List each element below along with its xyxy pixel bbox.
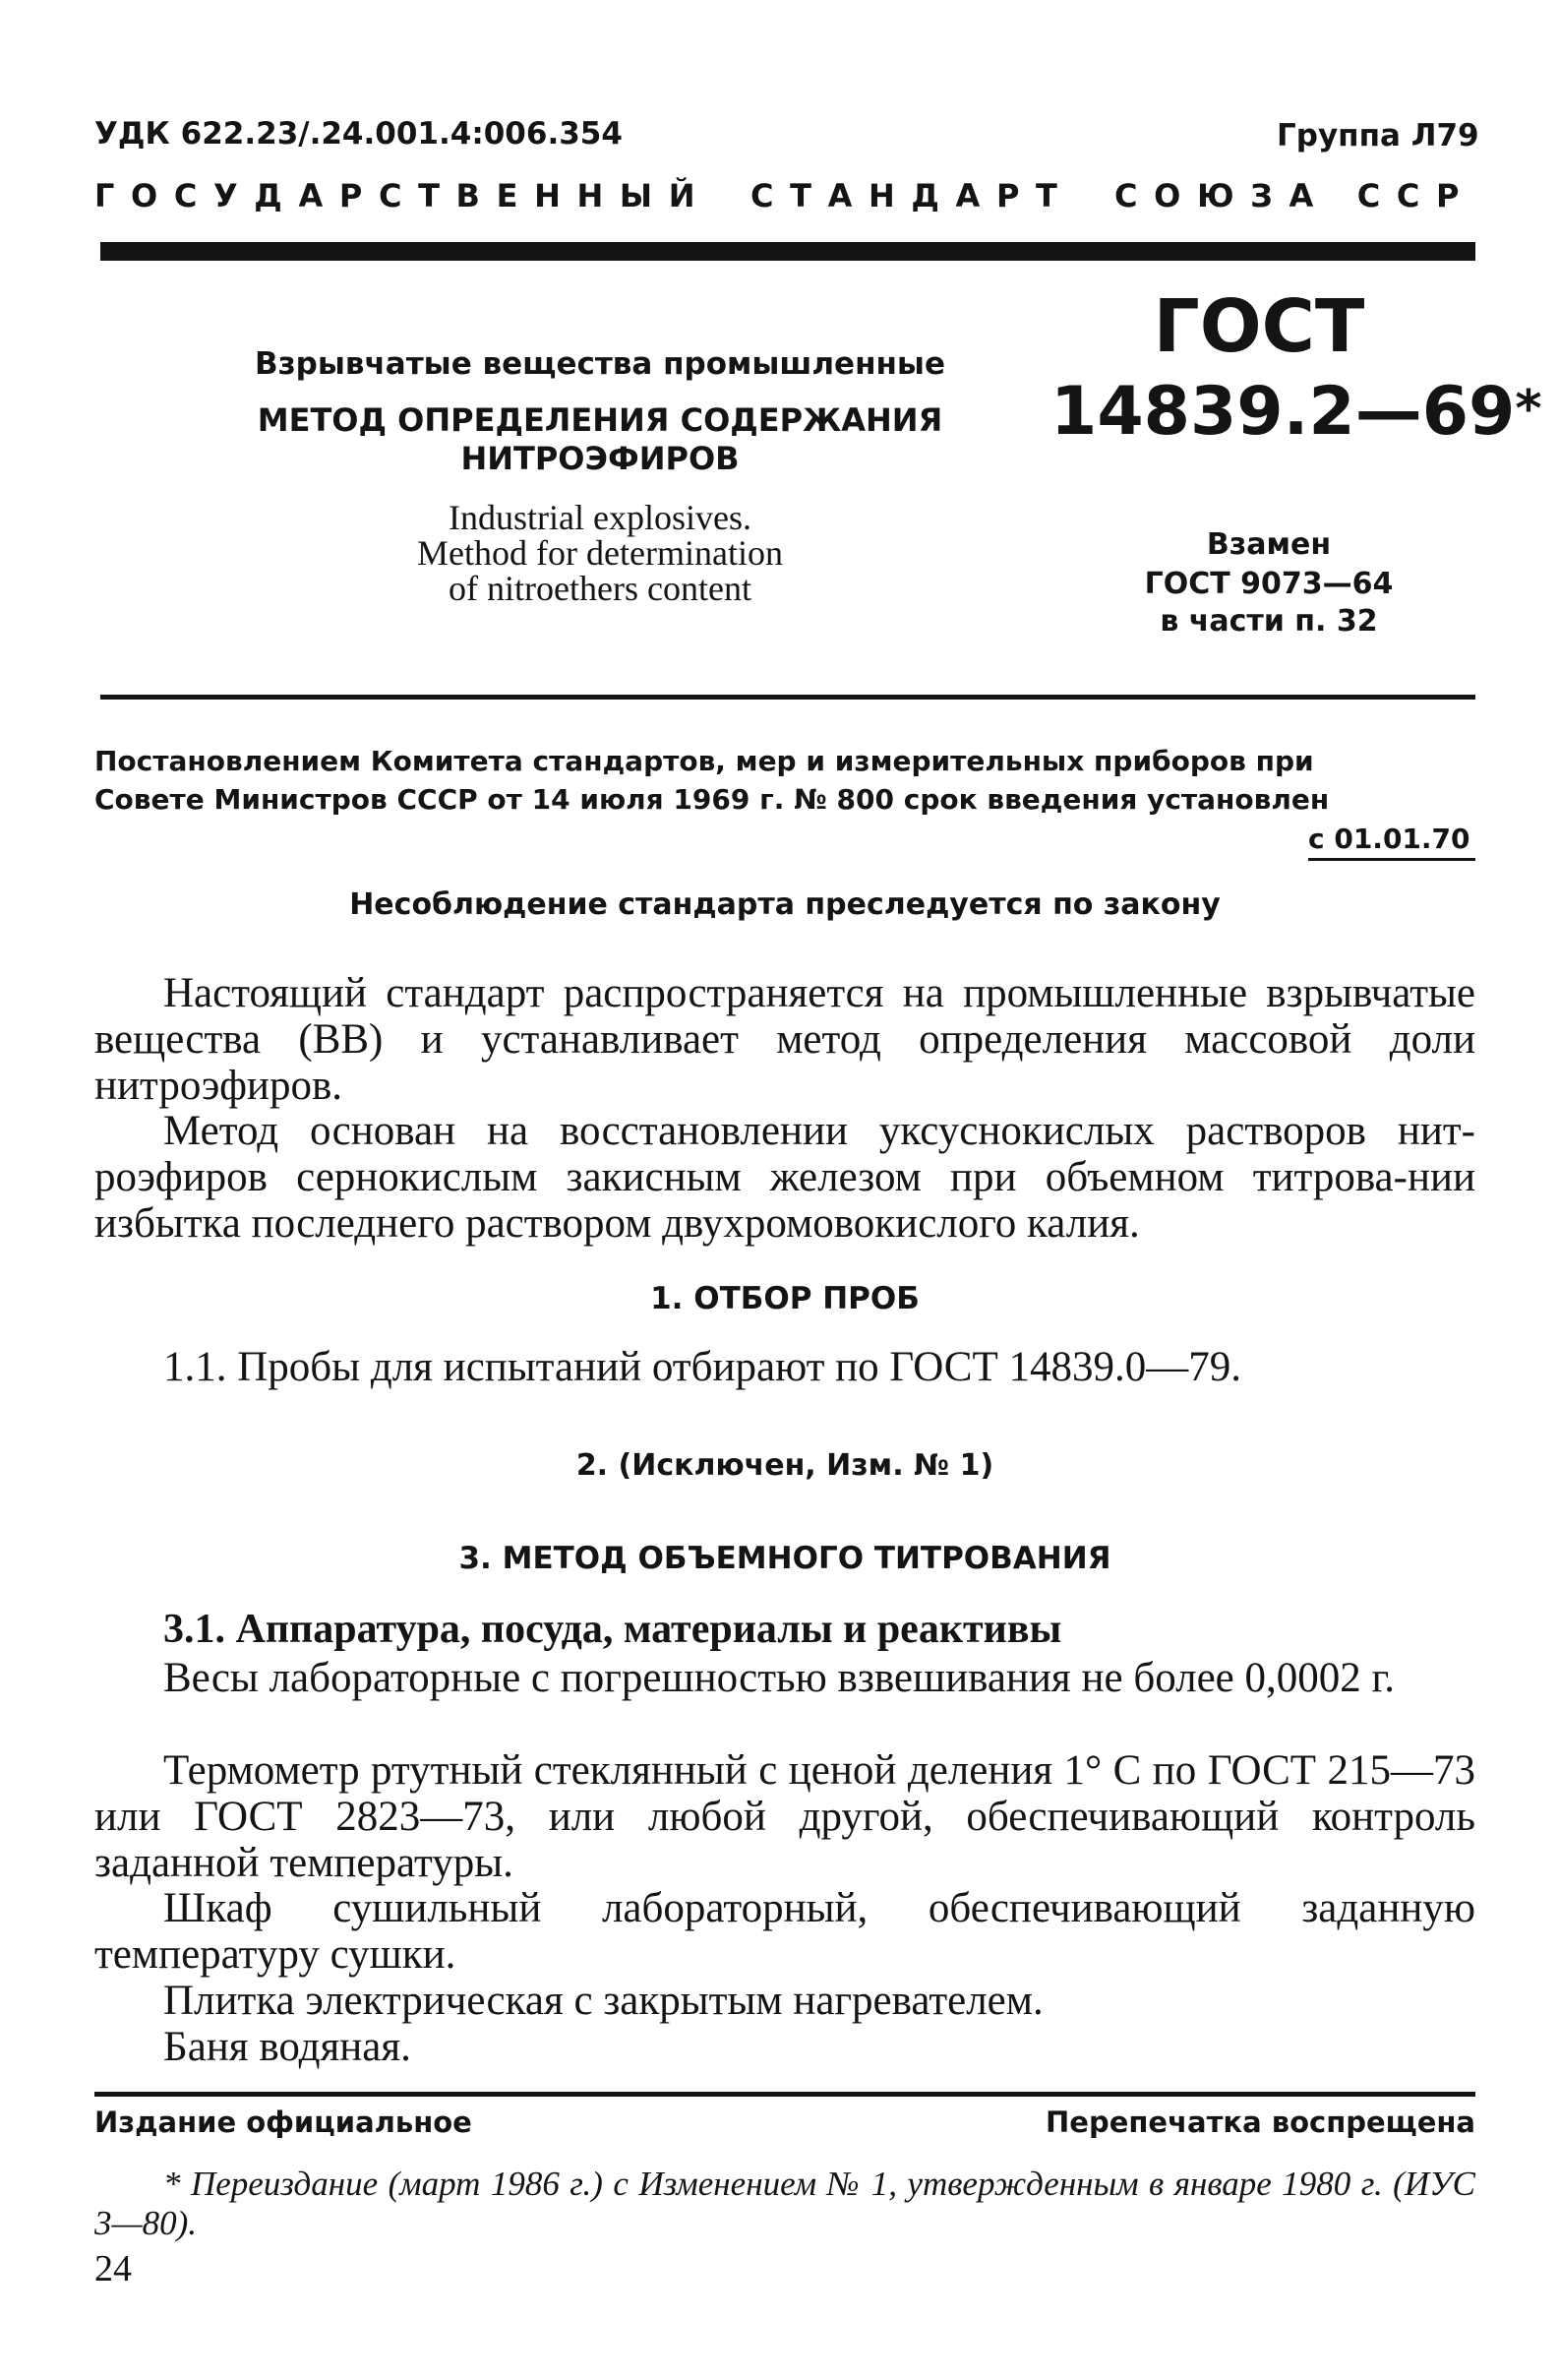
gost-number-value: 14839.2—69	[1050, 373, 1516, 451]
gost-number	[1050, 370, 1542, 452]
group-code: Группа Л79	[1277, 118, 1479, 153]
page-number: 24	[94, 2248, 132, 2289]
method-title-line1: МЕТОД ОПРЕДЕЛЕНИЯ СОДЕРЖАНИЯ	[257, 401, 943, 439]
footer-rule	[94, 2092, 1475, 2097]
equipment-item: Термометр ртутный стеклянный с ценой деления 1° С по ГОСТ 215—73 или ГОСТ 2823—73, или любой другой, обеспечивающий контроль заданной температуры.	[94, 1747, 1475, 1886]
section-1-1-text: 1.1. Пробы для испытаний отбирают по ГОСТ 14839.0—79.	[163, 1344, 1241, 1390]
equipment-item: Шкаф сушильный лабораторный, обеспечивающий заданную температуру сушки.	[94, 1885, 1475, 1978]
gost-asterisk: *	[1515, 380, 1542, 439]
equipment-item: Плитка электрическая с закрытым нагревателем.	[163, 1978, 1044, 2024]
resolution-date: с 01.01.70	[1308, 823, 1470, 855]
resolution-line2: Совете Министров СССР от 14 июля 1969 г. № 800 срок введения установлен	[94, 783, 1330, 816]
footnote: * Переиздание (март 1986 г.) с Изменением № 1, утвержденным в январе 1980 г. (ИУС 3—80).	[94, 2165, 1475, 2242]
replaces-line1: Взамен	[1206, 527, 1332, 562]
legal-warning: Несоблюдение стандарта преследуется по закону	[349, 887, 1221, 922]
intro-paragraph-1: Настоящий стандарт распространяется на промышленные взрывчатые вещества (ВВ) и устанавливает метод определения массовой доли нитроэфиров.	[94, 970, 1475, 1109]
official-edition: Издание официальное	[94, 2105, 472, 2139]
banner-left: ГОСУДАРСТВЕННЫЙ	[94, 177, 712, 214]
section-2-title: 2. (Исключен, Изм. № 1)	[575, 1448, 994, 1483]
method-title-line2: НИТРОЭФИРОВ	[460, 440, 740, 477]
date-underline	[1308, 858, 1475, 861]
gost-label: ГОСТ	[1153, 284, 1365, 369]
no-reprint-notice: Перепечатка воспрещена	[1046, 2105, 1475, 2139]
equipment-item: Баня водяная.	[163, 2024, 411, 2070]
resolution-line1: Постановлением Комитета стандартов, мер и измерительных приборов при	[94, 745, 1314, 777]
section-3-title: 3. МЕТОД ОБЪЕМНОГО ТИТРОВАНИЯ	[458, 1541, 1111, 1576]
replaces-line3: в части п. 32	[1160, 604, 1378, 639]
document-category: Взрывчатые вещества промышленные	[255, 346, 945, 382]
equipment-item: Весы лабораторные с погрешностью взвешивания не более 0,0002 г.	[163, 1655, 1396, 1701]
intro-paragraph-2: Метод основан на восстановлении уксуснокислых растворов нит-роэфиров сернокислым закисным железом при объемном титрова-нии избытка последнего раствором двухромовокислого калия.	[94, 1108, 1475, 1247]
title-bottom-rule	[100, 695, 1475, 700]
section-1-title: 1. ОТБОР ПРОБ	[650, 1281, 920, 1316]
replaces-line2: ГОСТ 9073—64	[1144, 567, 1394, 601]
english-title-line2: Method for determination	[417, 533, 783, 573]
banner-right: СОЮЗА ССР	[1114, 177, 1476, 214]
udk-code: УДК 622.23/.24.001.4:006.354	[94, 116, 623, 152]
section-3-1-title: 3.1. Аппаратура, посуда, материалы и реактивы	[163, 1607, 1062, 1652]
english-title-line1: Industrial explosives.	[449, 498, 751, 537]
english-title-line3: of nitroethers content	[449, 569, 751, 608]
header-thick-rule	[100, 242, 1475, 261]
banner-middle: СТАНДАРТ	[750, 177, 1074, 214]
